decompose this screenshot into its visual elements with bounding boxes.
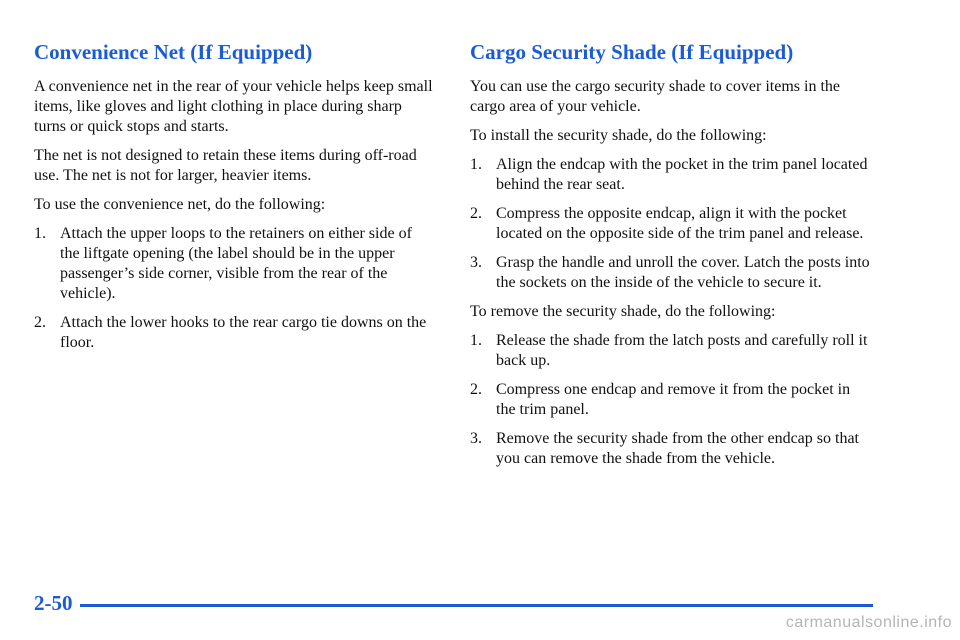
section-title-cargo-shade: Cargo Security Shade (If Equipped) xyxy=(470,40,794,64)
step-text: Release the shade from the latch posts and carefully roll it back up. xyxy=(496,332,868,370)
install-heading: To install the security shade, do the following: xyxy=(470,127,767,145)
step-number: 1. xyxy=(470,156,482,174)
install-steps-list xyxy=(470,155,870,293)
step-text: Attach the upper loops to the retainers on either side of the liftgate opening (the label should be in the upper passenger’s side corner, visible from the rear of the vehicle). xyxy=(60,225,412,303)
step-text: Attach the lower hooks to the rear cargo tie downs on the floor. xyxy=(60,314,427,352)
step-text: Remove the security shade from the other endcap so that you can remove the shade from the vehicle. xyxy=(496,430,859,468)
paragraph: The net is not designed to retain these items during off-road use. The net is not for larger, heavier items. xyxy=(34,147,417,185)
paragraph: To use the convenience net, do the following: xyxy=(34,196,326,214)
list-item xyxy=(470,380,870,420)
right-column xyxy=(470,40,870,478)
step-number: 2. xyxy=(34,314,46,332)
step-text: Compress the opposite endcap, align it with the pocket located on the opposite side of the trim panel and release. xyxy=(496,205,864,243)
step-text: Align the endcap with the pocket in the trim panel located behind the rear seat. xyxy=(496,156,868,194)
list-item xyxy=(34,313,434,353)
step-number: 1. xyxy=(470,332,482,350)
step-number: 2. xyxy=(470,205,482,223)
steps-list xyxy=(34,224,434,353)
step-number: 3. xyxy=(470,254,482,272)
page-number: 2-50 xyxy=(34,591,73,615)
list-item xyxy=(34,224,434,304)
step-number: 2. xyxy=(470,381,482,399)
footer-rule xyxy=(80,604,873,607)
step-text: Grasp the handle and unroll the cover. Latch the posts into the sockets on the inside of the vehicle to secure it. xyxy=(496,254,870,292)
section-title-convenience-net: Convenience Net (If Equipped) xyxy=(34,40,313,64)
step-text: Compress one endcap and remove it from the pocket in the trim panel. xyxy=(496,381,851,419)
list-item xyxy=(470,253,870,293)
list-item xyxy=(470,429,870,469)
list-item xyxy=(470,331,870,371)
list-item xyxy=(470,204,870,244)
paragraph: You can use the cargo security shade to cover items in the cargo area of your vehicle. xyxy=(470,78,840,116)
paragraph: A convenience net in the rear of your vehicle helps keep small items, like gloves and light clothing in place during sharp turns or quick stops and starts. xyxy=(34,78,433,136)
remove-heading: To remove the security shade, do the following: xyxy=(470,303,776,321)
step-number: 1. xyxy=(34,225,46,243)
left-column xyxy=(34,40,434,362)
watermark: carmanualsonline.info xyxy=(785,614,952,631)
step-number: 3. xyxy=(470,430,482,448)
remove-steps-list xyxy=(470,331,870,469)
list-item xyxy=(470,155,870,195)
